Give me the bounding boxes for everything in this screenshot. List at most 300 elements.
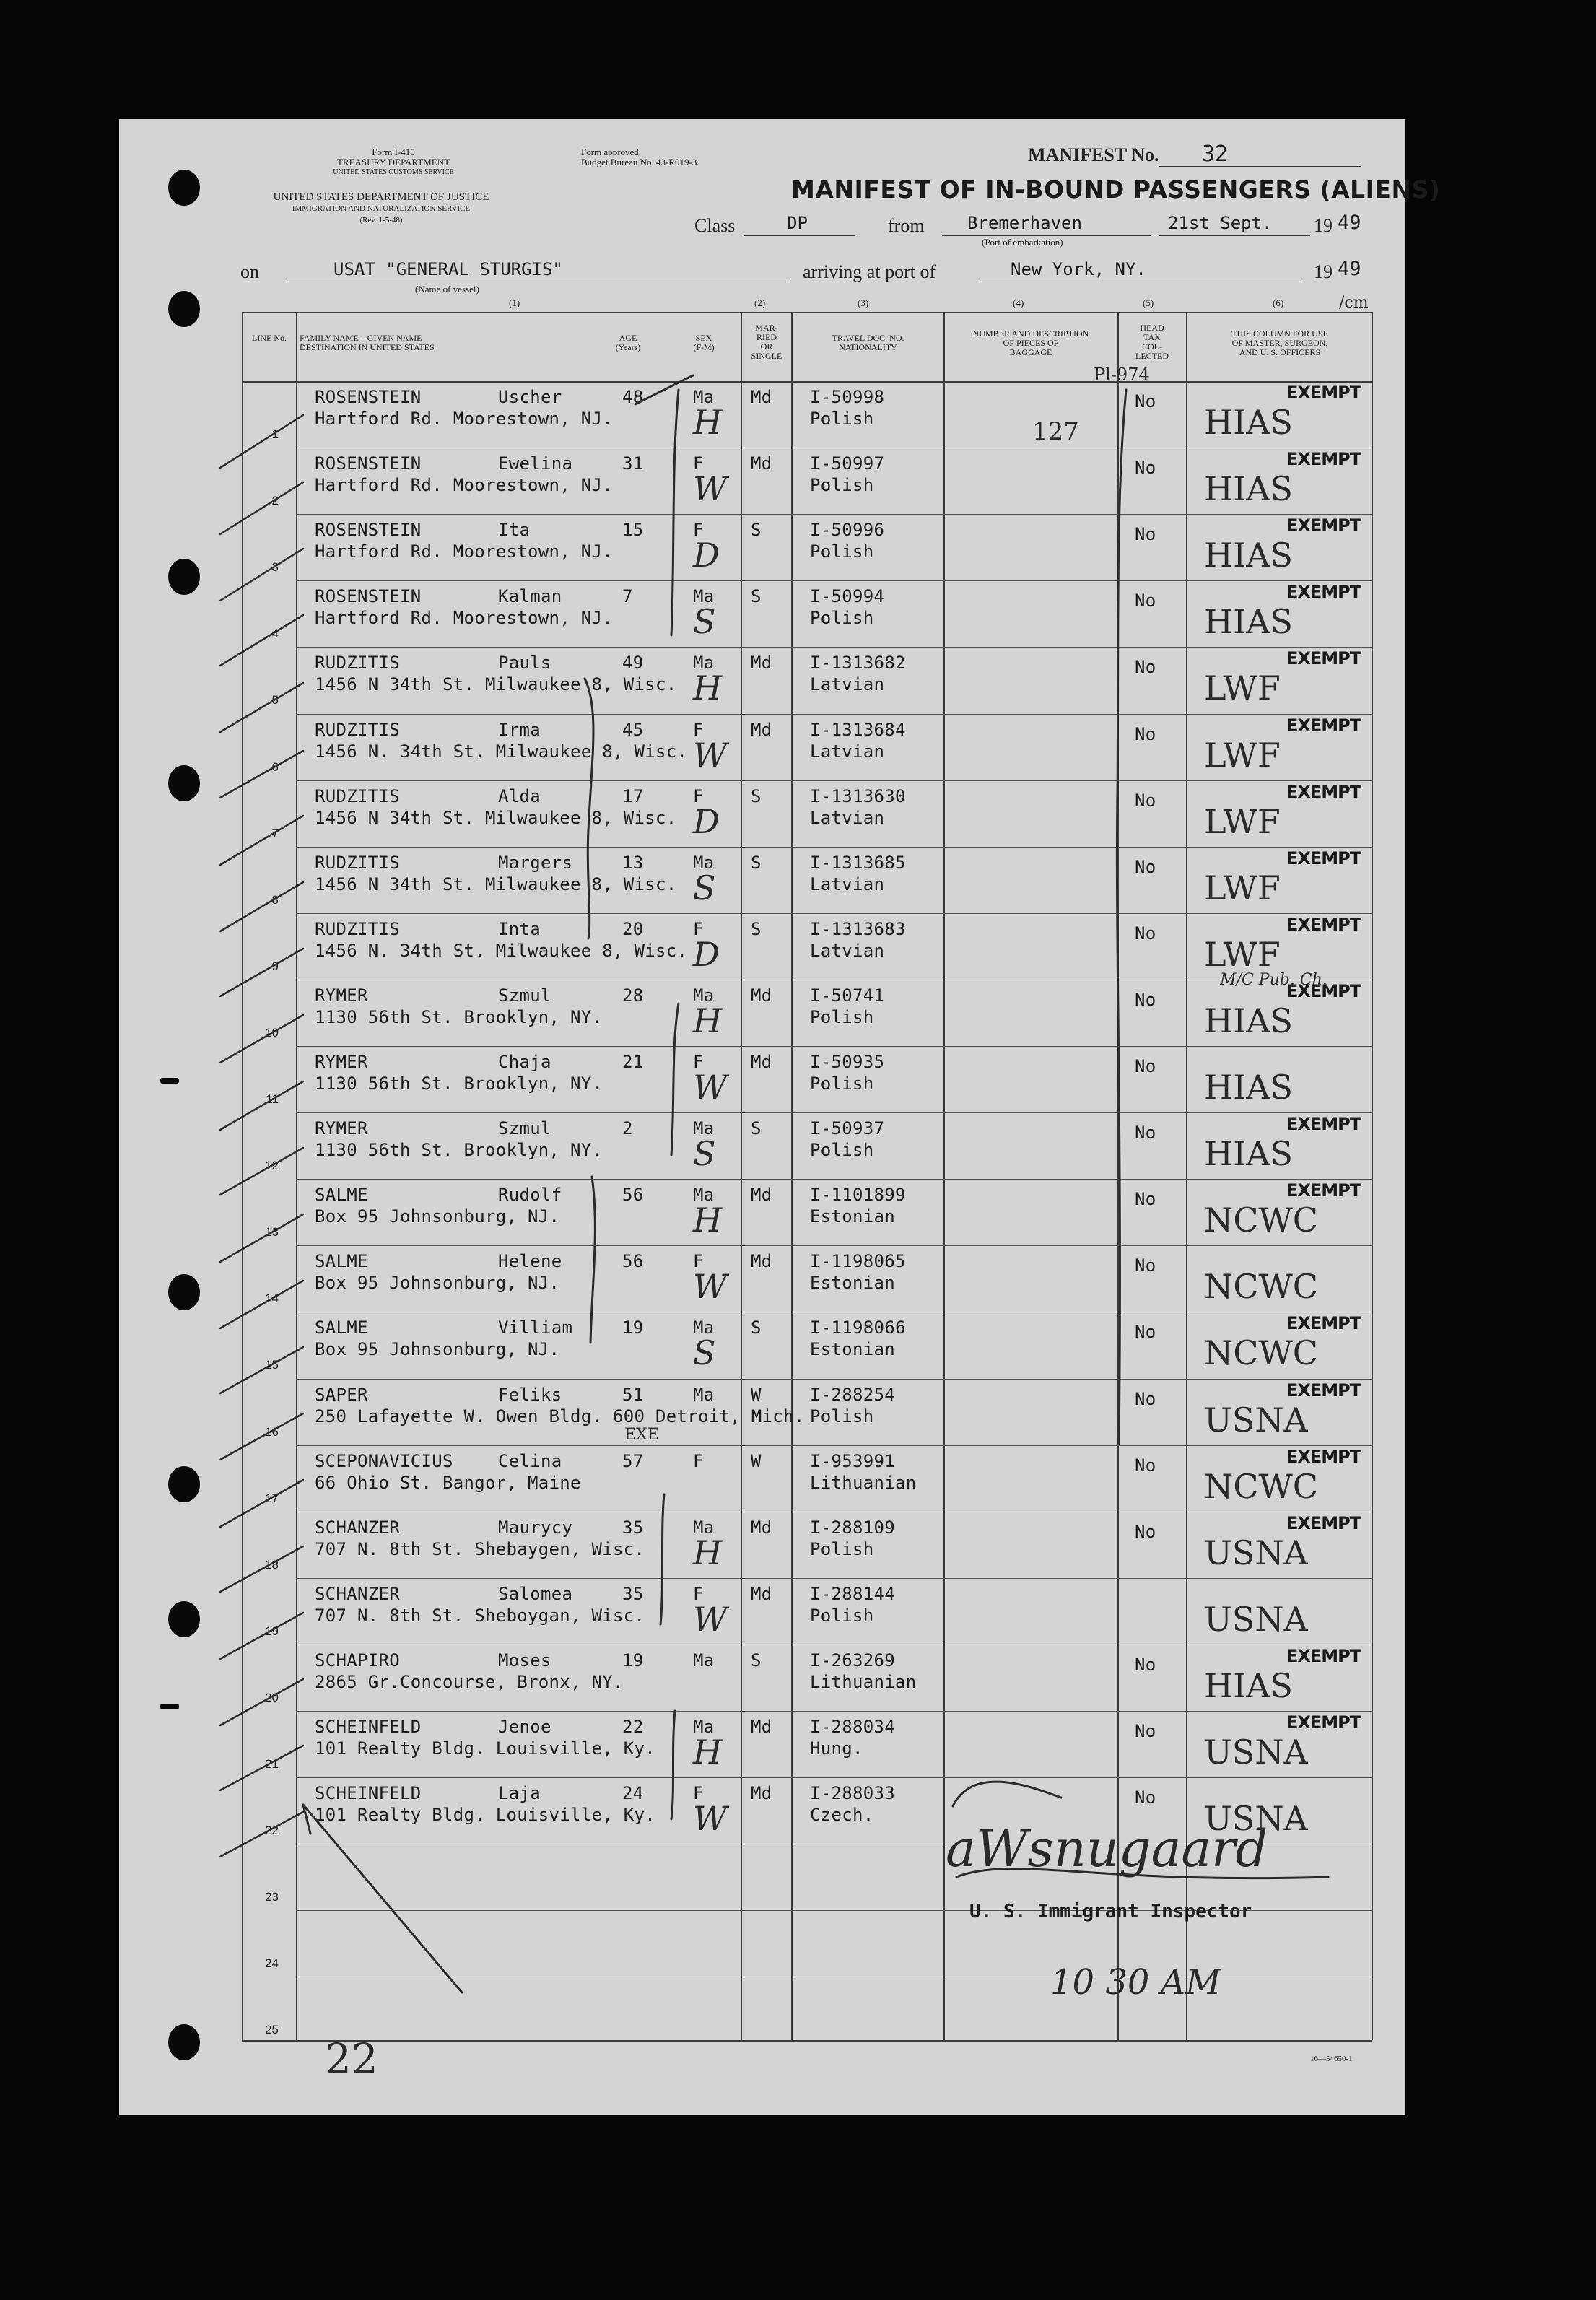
sex: F (693, 1450, 704, 1471)
nationality: Estonian (810, 1339, 895, 1360)
mc-note: M/C Pub. Ch. (1220, 971, 1327, 989)
binder-hole (168, 2024, 200, 2060)
col-header-officer: THIS COLUMN FOR USE OF MASTER, SURGEON, AND U. S. OFFICERS (1231, 328, 1328, 357)
row-divider (296, 580, 1372, 581)
family-name: RYMER (315, 1118, 368, 1139)
nationality: Polish (810, 1140, 874, 1161)
age: 17 (622, 785, 644, 806)
sex: F (693, 1251, 704, 1272)
travel-doc-no: I-288034 (810, 1717, 895, 1737)
marital-status: Md (751, 1052, 772, 1072)
relation-mark: W (693, 469, 728, 509)
line-number: 7 (271, 826, 279, 840)
sex: Ma (693, 1384, 715, 1405)
col-header-sex: SEX (F-M) (693, 333, 715, 352)
family-name: SALME (315, 1251, 368, 1272)
row-divider (296, 1578, 1372, 1579)
family-name: SCEPONAVICIUS (315, 1450, 453, 1471)
age: 49 (622, 653, 644, 674)
family-name: ROSENSTEIN (315, 387, 422, 407)
nationality: Polish (810, 475, 874, 496)
age: 22 (622, 1717, 644, 1737)
given-name: Szmul (498, 1118, 551, 1139)
marital-status: Md (751, 1185, 772, 1206)
destination: 101 Realty Bldg. Louisville, Ky. (315, 1738, 655, 1759)
rev-label: (Rev. 1-5-48) (359, 216, 403, 225)
travel-doc-no: I-1101899 (810, 1185, 906, 1206)
exempt-stamp: EXEMPT (1286, 914, 1361, 935)
sex: F (693, 918, 704, 939)
family-name: RUDZITIS (315, 918, 400, 939)
exempt-stamp: EXEMPT (1286, 848, 1361, 868)
sex: Ma (693, 1517, 715, 1538)
agency-code: USNA (1204, 1400, 1308, 1439)
marital-status: Md (751, 653, 772, 674)
relation-mark: H (693, 1201, 723, 1240)
head-tax: No (1135, 856, 1156, 877)
line-number: 14 (265, 1291, 279, 1306)
customs-service: UNITED STATES CUSTOMS SERVICE (333, 168, 454, 176)
destination: 2865 Gr.Concourse, Bronx, NY. (315, 1671, 624, 1692)
sex: Ma (693, 1650, 715, 1670)
given-name: Moses (498, 1650, 551, 1670)
marital-status: W (751, 1450, 762, 1471)
family-name: RUDZITIS (315, 852, 400, 873)
agency-code: HIAS (1204, 536, 1294, 575)
agency-code: NCWC (1204, 1201, 1318, 1240)
family-name: SCHANZER (315, 1583, 400, 1604)
line-number: 15 (265, 1358, 279, 1372)
nationality: Latvian (810, 940, 885, 961)
sex: Ma (693, 985, 715, 1006)
age: 56 (622, 1185, 644, 1206)
relation-mark: H (693, 668, 723, 708)
manifest-no-value: 32 (1202, 141, 1229, 167)
row-divider (296, 714, 1372, 715)
col-header-name: FAMILY NAME—GIVEN NAME DESTINATION IN UNITED STATES (300, 333, 435, 352)
nationality: Latvian (810, 807, 885, 828)
row-divider (296, 1046, 1372, 1047)
row-divider (296, 780, 1372, 781)
sex: Ma (693, 387, 715, 407)
marital-status: Md (751, 453, 772, 474)
age: 2 (622, 1118, 633, 1139)
exempt-stamp: EXEMPT (1286, 648, 1361, 669)
binder-hole (168, 1274, 200, 1310)
head-tax: No (1135, 1521, 1156, 1542)
ins-label: IMMIGRATION AND NATURALIZATION SERVICE (292, 204, 471, 213)
family-name: RUDZITIS (315, 653, 400, 674)
line-number: 23 (265, 1890, 279, 1904)
given-name: Salomea (498, 1583, 573, 1604)
sex: F (693, 1052, 704, 1072)
family-name: ROSENSTEIN (315, 520, 422, 541)
exempt-stamp: EXEMPT (1286, 582, 1361, 603)
travel-doc-no: I-1313630 (810, 785, 906, 806)
exempt-stamp: EXEMPT (1286, 1645, 1361, 1666)
marital-status: S (751, 785, 762, 806)
agency-code: HIAS (1204, 469, 1294, 509)
binder-mark (160, 1078, 179, 1084)
relation-mark: H (693, 403, 723, 442)
col-num-4: (4) (1013, 297, 1024, 308)
marital-status: S (751, 918, 762, 939)
head-tax: No (1135, 923, 1156, 944)
row-divider (296, 1777, 1372, 1778)
sex: Ma (693, 653, 715, 674)
row-divider (296, 1711, 1372, 1712)
sex: F (693, 453, 704, 474)
age: 7 (622, 586, 633, 607)
travel-doc-no: I-288254 (810, 1384, 895, 1405)
destination: Hartford Rd. Moorestown, NJ. (315, 541, 613, 562)
nationality: Polish (810, 608, 874, 629)
age: 19 (622, 1317, 644, 1338)
relation-mark: W (693, 1267, 728, 1307)
family-name: ROSENSTEIN (315, 586, 422, 607)
line-number: 12 (265, 1159, 279, 1173)
exe-note: EXE (624, 1426, 659, 1444)
line-number: 13 (265, 1225, 279, 1240)
exempt-stamp: EXEMPT (1286, 1180, 1361, 1201)
corner-mark: /cm (1339, 294, 1369, 312)
family-name: RUDZITIS (315, 785, 400, 806)
line-number: 11 (266, 1092, 279, 1106)
given-name: Maurycy (498, 1517, 573, 1538)
relation-mark: S (693, 868, 716, 907)
destination: 250 Lafayette W. Owen Bldg. 600 Detroit, Mich. (315, 1406, 805, 1426)
nationality: Polish (810, 541, 874, 562)
binder-mark (160, 1704, 179, 1709)
line-number: 19 (265, 1624, 279, 1638)
agency-code: HIAS (1204, 1001, 1294, 1040)
exempt-stamp: EXEMPT (1286, 383, 1361, 403)
from-label: from (888, 215, 925, 236)
age: 56 (622, 1251, 644, 1272)
sex: F (693, 520, 704, 541)
marital-status: S (751, 586, 762, 607)
head-tax: No (1135, 591, 1156, 611)
col-header-travel: TRAVEL DOC. NO. NATIONALITY (832, 333, 904, 352)
travel-doc-no: I-50741 (810, 985, 885, 1006)
form-approved: Form approved. (581, 147, 642, 157)
age: 20 (622, 918, 644, 939)
head-tax: No (1135, 1787, 1156, 1808)
sex: Ma (693, 586, 715, 607)
destination: 1456 N. 34th St. Milwaukee 8, Wisc. (315, 741, 688, 762)
head-tax: No (1135, 1322, 1156, 1343)
relation-mark: H (693, 1733, 723, 1772)
head-tax: No (1135, 1455, 1156, 1476)
arrival-year: 49 (1338, 258, 1361, 280)
binder-hole (168, 559, 200, 595)
marital-status: S (751, 852, 762, 873)
destination: Box 95 Johnsonburg, NJ. (315, 1206, 560, 1227)
given-name: Ita (498, 520, 531, 541)
family-name: SCHEINFELD (315, 1717, 422, 1737)
given-name: Ewelina (498, 453, 573, 474)
relation-mark: D (693, 801, 720, 841)
marital-status: Md (751, 719, 772, 740)
line-number: 2 (271, 494, 279, 508)
marital-status: Md (751, 1783, 772, 1804)
given-name: Uscher (498, 387, 562, 407)
agency-code: HIAS (1204, 1068, 1294, 1107)
given-name: Jenoe (498, 1717, 551, 1737)
row-divider (296, 1379, 1372, 1380)
port-embark-caption: (Port of embarkation) (982, 237, 1063, 248)
given-name: Helene (498, 1251, 562, 1272)
age: 15 (622, 520, 644, 541)
marital-status: S (751, 1650, 762, 1670)
destination: 1130 56th St. Brooklyn, NY. (315, 1006, 603, 1027)
agency-code: LWF (1204, 868, 1281, 907)
relation-mark: D (693, 934, 720, 974)
relation-mark: W (693, 1599, 728, 1639)
travel-doc-no: I-50996 (810, 520, 885, 541)
destination: 1456 N 34th St. Milwaukee 8, Wisc. (315, 674, 677, 695)
agency-code: USNA (1204, 1733, 1308, 1772)
agency-block (201, 191, 562, 226)
line-number: 17 (265, 1491, 279, 1505)
line-number: 21 (265, 1757, 279, 1771)
nationality: Polish (810, 1006, 874, 1027)
sex: F (693, 1783, 704, 1804)
manifest-no-label: MANIFEST No. (1028, 144, 1159, 165)
given-name: Alda (498, 785, 541, 806)
head-tax: No (1135, 1123, 1156, 1144)
line-number: 25 (265, 2023, 279, 2037)
line-number: 9 (271, 959, 279, 973)
age: 45 (622, 719, 644, 740)
year-prefix: 19 (1314, 215, 1333, 236)
col-num-3: (3) (858, 297, 869, 308)
form-id: Form I-415 (372, 147, 415, 157)
destination: Hartford Rd. Moorestown, NJ. (315, 608, 613, 629)
travel-doc-no: I-50997 (810, 453, 885, 474)
baggage-count: 127 (1032, 417, 1079, 446)
inspector-title: U. S. Immigrant Inspector (969, 1901, 1252, 1922)
head-tax: No (1135, 1056, 1156, 1076)
pl-number: Pl-974 (1094, 365, 1150, 385)
travel-doc-no: I-50994 (810, 586, 885, 607)
budget-bureau: Budget Bureau No. 43-R019-3. (581, 157, 699, 167)
nationality: Estonian (810, 1273, 895, 1294)
family-name: SALME (315, 1185, 368, 1206)
given-name: Villiam (498, 1317, 573, 1338)
age: 51 (622, 1384, 644, 1405)
approval-block (581, 147, 699, 167)
inspection-time: 10 30 AM (1050, 1962, 1221, 2003)
exempt-stamp: EXEMPT (1286, 1512, 1361, 1533)
agency-code: NCWC (1204, 1466, 1318, 1506)
exempt-stamp: EXEMPT (1286, 781, 1361, 802)
col-header-baggage: NUMBER AND DESCRIPTION OF PIECES OF BAGGAGE (972, 328, 1089, 357)
binder-hole (168, 1466, 200, 1502)
footer-code: 16—54650-1 (1310, 2055, 1353, 2063)
on-label: on (240, 261, 259, 282)
age: 35 (622, 1517, 644, 1538)
family-name: SAPER (315, 1384, 368, 1405)
head-tax: No (1135, 790, 1156, 811)
line-number: 16 (265, 1424, 279, 1439)
head-tax: No (1135, 1189, 1156, 1210)
agency-code: USNA (1204, 1533, 1308, 1572)
destination: Hartford Rd. Moorestown, NJ. (315, 475, 613, 496)
destination: 1456 N. 34th St. Milwaukee 8, Wisc. (315, 940, 688, 961)
given-name: Szmul (498, 985, 551, 1006)
agency-code: LWF (1204, 934, 1281, 974)
marital-status: S (751, 520, 762, 541)
exempt-stamp: EXEMPT (1286, 1712, 1361, 1733)
year-prefix-arrival: 19 (1314, 261, 1333, 282)
agency-code: HIAS (1204, 403, 1294, 442)
travel-doc-no: I-1313685 (810, 852, 906, 873)
family-name: SCHEINFELD (315, 1783, 422, 1804)
marital-status: S (751, 1317, 762, 1338)
marital-status: S (751, 1118, 762, 1139)
head-tax: No (1135, 524, 1156, 545)
given-name: Feliks (498, 1384, 562, 1405)
sex: F (693, 719, 704, 740)
agency-code: USNA (1204, 1599, 1308, 1639)
agency-code: LWF (1204, 801, 1281, 841)
nationality: Latvian (810, 674, 885, 695)
nationality: Polish (810, 1605, 874, 1626)
binder-hole (168, 170, 200, 206)
line-number: 6 (271, 759, 279, 774)
destination: 1456 N 34th St. Milwaukee 8, Wisc. (315, 874, 677, 894)
travel-doc-no: I-288144 (810, 1583, 895, 1604)
travel-doc-no: I-953991 (810, 1450, 895, 1471)
destination: 66 Ohio St. Bangor, Maine (315, 1472, 581, 1493)
destination: 1130 56th St. Brooklyn, NY. (315, 1140, 603, 1161)
nationality: Polish (810, 409, 874, 429)
family-name: RUDZITIS (315, 719, 400, 740)
row-divider (296, 1445, 1372, 1446)
destination: 707 N. 8th St. Sheboygan, Wisc. (315, 1605, 645, 1626)
arriving-label: arriving at port of (803, 261, 936, 282)
row-divider (296, 847, 1372, 848)
family-name: RYMER (315, 985, 368, 1006)
given-name: Inta (498, 918, 541, 939)
head-tax: No (1135, 391, 1156, 411)
exempt-stamp: EXEMPT (1286, 980, 1361, 1001)
given-name: Irma (498, 719, 541, 740)
nationality: Czech. (810, 1805, 874, 1826)
bottom-count: 22 (325, 2034, 378, 2083)
travel-doc-no: I-288033 (810, 1783, 895, 1804)
age: 21 (622, 1052, 644, 1072)
marital-status: Md (751, 1251, 772, 1272)
embark-date: 21st Sept. (1168, 213, 1273, 233)
relation-mark: S (693, 602, 716, 642)
travel-doc-no: I-1313684 (810, 719, 906, 740)
head-tax: No (1135, 723, 1156, 744)
travel-doc-no: I-1313683 (810, 918, 906, 939)
head-tax: No (1135, 657, 1156, 678)
family-name: SALME (315, 1317, 368, 1338)
sex: Ma (693, 1717, 715, 1737)
relation-mark: S (693, 1134, 716, 1174)
family-name: ROSENSTEIN (315, 453, 422, 474)
binder-hole (168, 291, 200, 327)
line-number: 5 (271, 693, 279, 707)
inspector-signature: aWsnugaard (946, 1819, 1268, 1878)
page-title: MANIFEST OF IN-BOUND PASSENGERS (ALIENS) (791, 175, 1441, 204)
given-name: Kalman (498, 586, 562, 607)
col-num-2: (2) (754, 297, 766, 308)
port-embarkation: Bremerhaven (967, 213, 1082, 233)
line-number: 24 (265, 1956, 279, 1971)
age: 28 (622, 985, 644, 1006)
marital-status: Md (751, 1717, 772, 1737)
travel-doc-no: I-1313682 (810, 653, 906, 674)
age: 35 (622, 1583, 644, 1604)
exempt-stamp: EXEMPT (1286, 1380, 1361, 1401)
marital-status: Md (751, 387, 772, 407)
exempt-stamp: EXEMPT (1286, 1114, 1361, 1135)
class-label: Class (694, 215, 736, 236)
col-num-1: (1) (509, 297, 520, 308)
destination: Hartford Rd. Moorestown, NJ. (315, 409, 613, 429)
agency-code: HIAS (1204, 602, 1294, 642)
doj-label: UNITED STATES DEPARTMENT OF JUSTICE (273, 191, 489, 203)
agency-code: HIAS (1204, 1134, 1294, 1174)
line-number: 20 (265, 1690, 279, 1704)
nationality: Estonian (810, 1206, 895, 1227)
binder-hole (168, 765, 200, 801)
destination: 707 N. 8th St. Shebaygen, Wisc. (315, 1538, 645, 1559)
relation-mark: S (693, 1333, 716, 1373)
agency-code: USNA (1204, 1799, 1308, 1839)
travel-doc-no: I-288109 (810, 1517, 895, 1538)
family-name: RYMER (315, 1052, 368, 1072)
line-number: 8 (271, 892, 279, 907)
nationality: Latvian (810, 874, 885, 894)
sex: F (693, 785, 704, 806)
row-divider (296, 514, 1372, 515)
travel-doc-no: I-50937 (810, 1118, 885, 1139)
col-num-6: (6) (1273, 297, 1284, 308)
row-divider (296, 1245, 1372, 1246)
destination: Box 95 Johnsonburg, NJ. (315, 1273, 560, 1294)
travel-doc-no: I-1198065 (810, 1251, 906, 1272)
relation-mark: D (693, 536, 720, 575)
age: 48 (622, 387, 644, 407)
marital-status: Md (751, 1517, 772, 1538)
age: 57 (622, 1450, 644, 1471)
row-divider (296, 1112, 1372, 1113)
given-name: Chaja (498, 1052, 551, 1072)
age: 13 (622, 852, 644, 873)
nationality: Lithuanian (810, 1671, 917, 1692)
col-header-tax: HEAD TAX COL- LECTED (1135, 323, 1169, 361)
col-num-5: (5) (1143, 297, 1154, 308)
row-divider (296, 913, 1372, 914)
head-tax: No (1135, 989, 1156, 1010)
age: 19 (622, 1650, 644, 1670)
travel-doc-no: I-263269 (810, 1650, 895, 1670)
line-number: 18 (265, 1557, 279, 1572)
port-arrival: New York, NY. (1011, 259, 1146, 279)
sex: Ma (693, 852, 715, 873)
travel-doc-no: I-50998 (810, 387, 885, 407)
family-name: SCHAPIRO (315, 1650, 400, 1670)
destination: 1456 N 34th St. Milwaukee 8, Wisc. (315, 807, 677, 828)
given-name: Rudolf (498, 1185, 562, 1206)
relation-mark: H (693, 1001, 723, 1040)
